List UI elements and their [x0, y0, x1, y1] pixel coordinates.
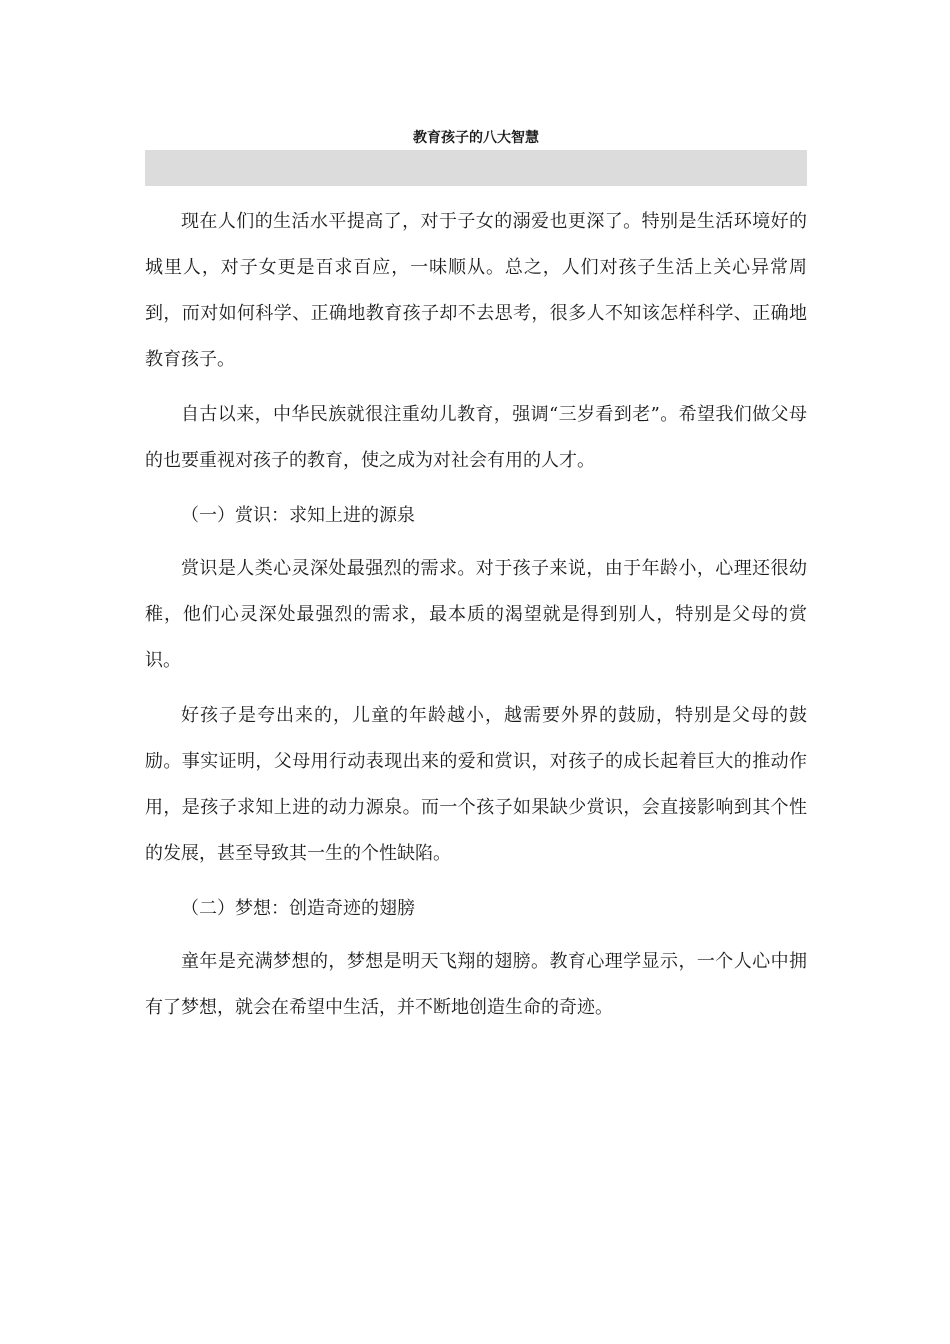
paragraph-2: 自古以来，中华民族就很注重幼儿教育，强调“三岁看到老”。希望我们做父母的也要重视对孩子的教育，使之成为对社会有用的人才。	[145, 404, 807, 471]
document-title: 教育孩子的八大智慧	[413, 130, 539, 146]
document-body	[145, 199, 807, 1040]
section-heading-2: （二）梦想：创造奇迹的翅膀	[181, 898, 415, 919]
paragraph-4: 好孩子是夸出来的，儿童的年龄越小，越需要外界的鼓励，特别是父母的鼓励。事实证明，父母用行动表现出来的爱和赏识，对孩子的成长起着巨大的推动作用，是孩子求知上进的动力源泉。而一个孩子如果缺少赏识，会直接影响到其个性的发展，甚至导致其一生的个性缺陷。	[145, 705, 807, 864]
paragraph-3: 赏识是人类心灵深处最强烈的需求。对于孩子来说，由于年龄小，心理还很幼稚，他们心灵深处最强烈的需求，最本质的渴望就是得到别人，特别是父母的赏识。	[145, 558, 807, 671]
title-band	[145, 150, 807, 186]
paragraph-1: 现在人们的生活水平提高了，对于子女的溺爱也更深了。特别是生活环境好的城里人，对子女更是百求百应，一味顺从。总之，人们对孩子生活上关心异常周到，而对如何科学、正确地教育孩子却不去思考，很多人不知该怎样科学、正确地教育孩子。	[145, 211, 807, 370]
paragraph-5: 童年是充满梦想的，梦想是明天飞翔的翅膀。教育心理学显示，一个人心中拥有了梦想，就会在希望中生活，并不断地创造生命的奇迹。	[145, 951, 807, 1018]
section-heading-1: （一）赏识：求知上进的源泉	[181, 505, 415, 526]
